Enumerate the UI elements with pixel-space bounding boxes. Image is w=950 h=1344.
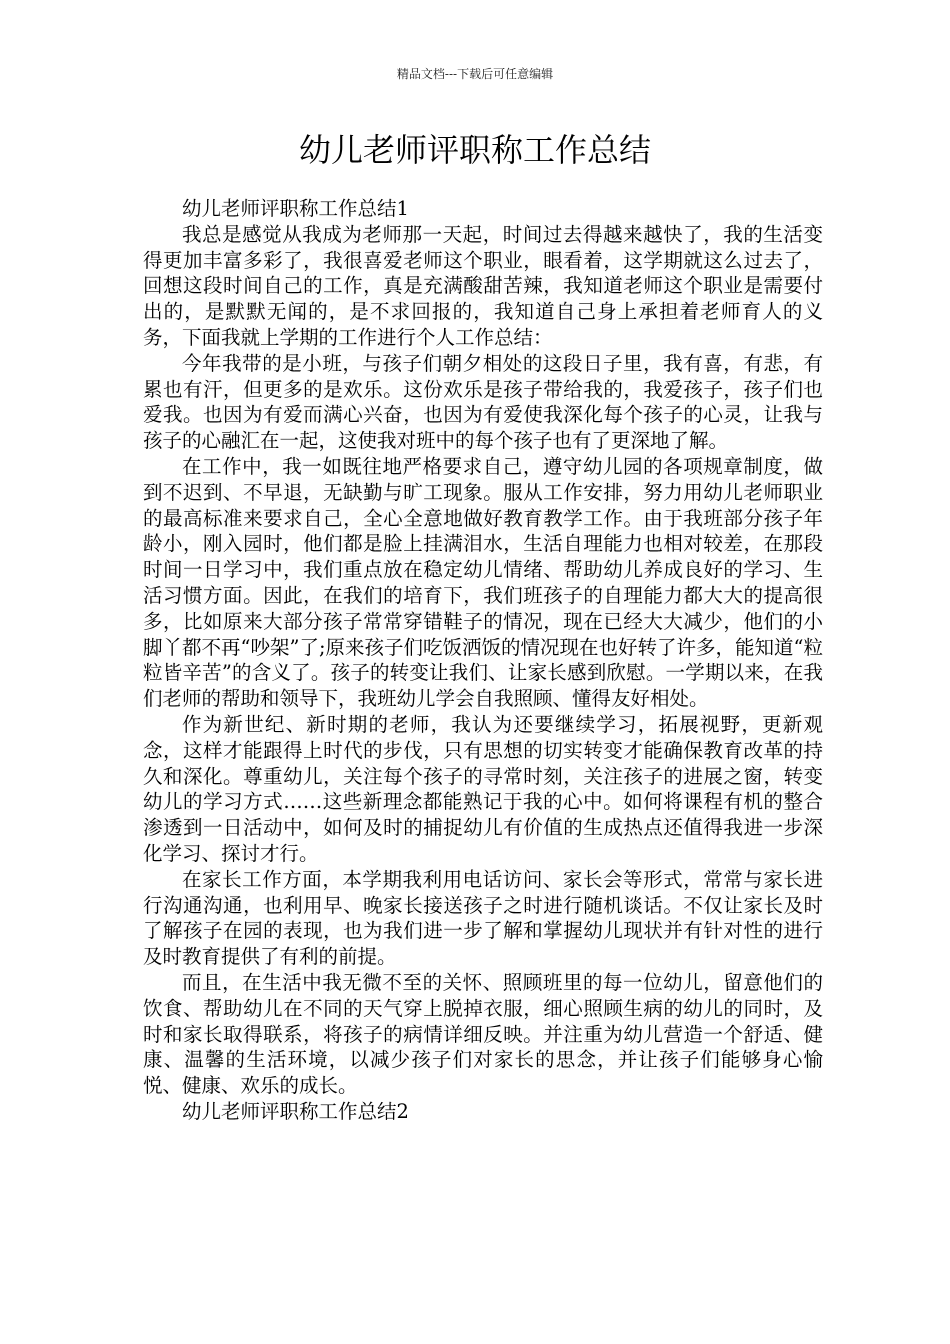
paragraph-1: 我总是感觉从我成为老师那一天起，时间过去得越来越快了，我的生活变得更加丰富多彩了，我很喜爱老师这个职业，眼看着，这学期就这么过去了，回想这段时间自己的工作，真是充满酸甜苦辣，我知道老师这个职业是需要付出的，是默默无闻的，是不求回报的，我知道自己身上承担着老师育人的义务，下面我就上学期的工作进行个人工作总结： <box>143 222 823 349</box>
paragraph-2: 今年我带的是小班，与孩子们朝夕相处的这段日子里，我有喜，有悲，有累也有汗，但更多的是欢乐。这份欢乐是孩子带给我的，我爱孩子，孩子们也爱我。也因为有爱而满心兴奋，也因为有爱使我深化每个孩子的心灵，让我与孩子的心融汇在一起，这使我对班中的每个孩子也有了更深地了解。 <box>143 351 823 453</box>
paragraph-4: 作为新世纪、新时期的老师，我认为还要继续学习，拓展视野，更新观念，这样才能跟得上时代的步伐，只有思想的切实转变才能确保教育改革的持久和深化。尊重幼儿，关注每个孩子的寻常时刻，关注孩子的进展之窗，转变幼儿的学习方式……这些新理念都能熟记于我的心中。如何将课程有机的整合渗透到一日活动中，如何及时的捕捉幼儿有价值的生成热点还值得我进一步深化学习、探讨才行。 <box>143 712 823 865</box>
section-heading-2: 幼儿老师评职称工作总结2 <box>182 1099 409 1123</box>
document-body <box>143 196 823 1125</box>
page-header-note: 精品文档---下载后可任意编辑 <box>396 67 554 81</box>
paragraph-6: 而且，在生活中我无微不至的关怀、照顾班里的每一位幼儿，留意他们的饮食、帮助幼儿在不同的天气穿上脱掉衣服，细心照顾生病的幼儿的同时，及时和家长取得联系，将孩子的病情详细反映。并注重为幼儿营造一个舒适、健康、温馨的生活环境，以减少孩子们对家长的思念，并让孩子们能够身心愉悦、健康、欢乐的成长。 <box>143 970 823 1098</box>
section-heading-1: 幼儿老师评职称工作总结1 <box>182 197 409 220</box>
paragraph-3: 在工作中，我一如既往地严格要求自己，遵守幼儿园的各项规章制度，做到不迟到、不早退，无缺勤与旷工现象。服从工作安排，努力用幼儿老师职业的最高标准来要求自己，全心全意地做好教育教学工作。由于我班部分孩子年龄小，刚入园时，他们都是脸上挂满泪水，生活自理能力也相对较差，在那段时间一日学习中，我们重点放在稳定幼儿情绪、帮助幼儿养成良好的学习、生活习惯方面。因此，在我们的培育下，我们班孩子的自理能力都大大的提高很多，比如原来大部分孩子常常穿错鞋子的情况，现在已经大大减少，他们的小脚丫都不再“吵架”了;原来孩子们吃饭洒饭的情况现在也好转了许多，能知道“粒粒皆辛苦”的含义了。孩子的转变让我们、让家长感到欣慰。一学期以来，在我们老师的帮助和领导下，我班幼儿学会自我照顾、懂得友好相处。 <box>143 454 823 711</box>
paragraph-5: 在家长工作方面，本学期我利用电话访问、家长会等形式，常常与家长进行沟通沟通，也利用早、晚家长接送孩子之时进行随机谈话。不仅让家长及时了解孩子在园的表现，也为我们进一步了解和掌握幼儿现状并有针对性的进行及时教育提供了有利的前提。 <box>143 867 823 969</box>
document-title: 幼儿老师评职称工作总结 <box>298 131 651 169</box>
